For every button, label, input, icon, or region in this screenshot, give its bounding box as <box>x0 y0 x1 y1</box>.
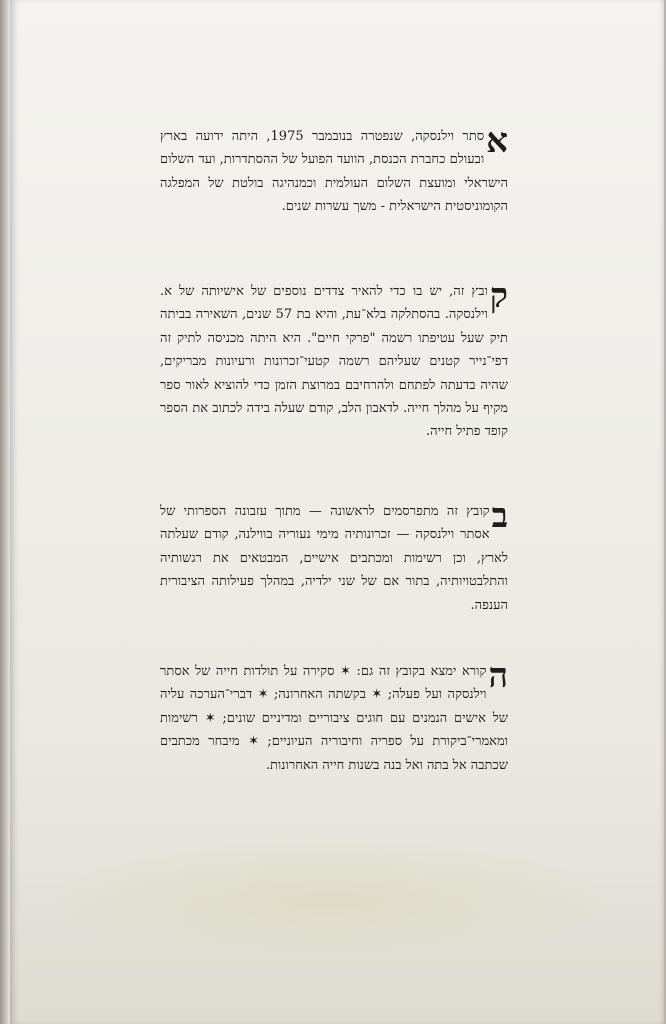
paragraph-intro <box>160 121 508 219</box>
book-spine-edge <box>0 0 10 1024</box>
paragraph-contents-text: קורא ימצא בקובץ זה גם: ✶ סקירה על תולדות חייה של אסתר וילנסקה ועל פעלה; ✶ בקשתה האחרונה; ✶ דברי־הערכה עליה של אישים הנמנים עם חוגים ציבוריים ומדיניים שונים; ✶ רשימות ומאמרי־ביקורת על ספריה וחיבוריה העיוניים; ✶ מיבחר מכתבים שכתבה אל בתה ואל בנה בשנות חייה האחרונות. <box>160 664 508 773</box>
drop-cap-he: ה <box>488 656 508 696</box>
drop-cap-bet: ב <box>491 496 508 536</box>
paragraph-intro-text: סתר וילנסקה, שנפטרה בנובמבר 1975, היתה ידועה בארץ ובעולם כחברת הכנסת, הוועד הפועל של ההסתדרות, ועד השלום הישראלי ומועצת השלום העולמית וכמנהיגה בולטת של המפלגה הקומוניסטית הישראלית - משך עשרות שנים. <box>160 129 508 215</box>
paragraph-collection-text: ובץ זה, יש בו כדי להאיר צדדים נוספים של אישיותה של א. וילנסקה. בהסתלקה בלא־עת, והיא בת 57 שנים, השאירה בביתה תיק שעל עטיפתו רשמה "פרקי חיים". היא היתה מכניסה לתיק זה דפי־נייר קטנים שעליהם רשמה קטעי־זכרונות ורעיונות מבריקים, שהיה בדעתה לפתחם ולהרחיבם במרוצת הזמן כדי להוציא לאור ספר מקיף על מהלך חייה. לדאבון הלב, קודם שעלה בידה לכתוב את הספר קופד פתיל חייה. <box>160 284 508 440</box>
paragraph-published-text: קובץ זה מתפרסמים לראשונה — מתוך עזבונה הספרותי של אסתר וילנסקה — זכרונותיה מימי נעוריה בווילנה, קודם שעלתה לארץ, וכן רשימות ומכתבים אישיים, המבטאים את רגשותיה והתלבטויותיה, בתור אם של שני ילדיה, במהלך פעילותה הציבורית הענפה. <box>160 504 508 613</box>
paper-stain <box>50 840 610 960</box>
drop-cap-qof: ק <box>489 276 508 316</box>
paragraph-published <box>160 496 508 617</box>
paragraph-collection <box>160 276 508 444</box>
paragraph-contents <box>160 656 508 777</box>
drop-cap-aleph: א <box>486 121 508 161</box>
